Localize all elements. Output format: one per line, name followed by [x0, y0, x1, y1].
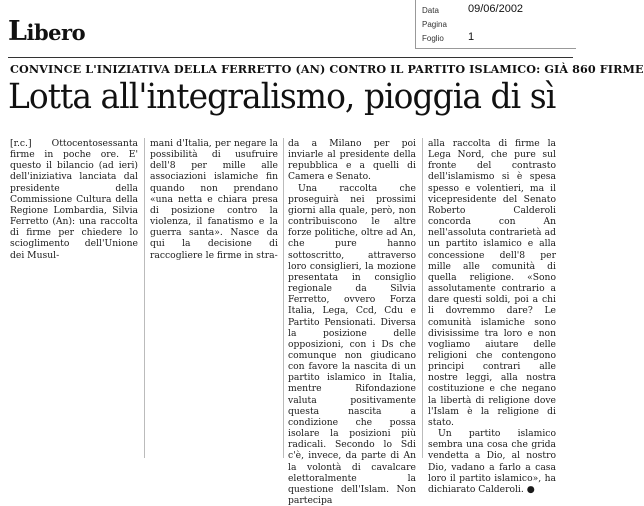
column-1-text: [r.c.] Ottocentosessanta firme in poche ore. E' questo il bilancio (ad ieri) dell'iniziativa lanciata dal presidente della Commissione Cultura della Regione Lombardia, Silvia Ferretto (An): una raccolta di firme per chiedere lo scioglimento dell'Unione dei Musul- [10, 138, 138, 261]
column-3-text-b: Una raccolta che proseguirà nei prossimi giorni alla quale, però, non contribuiscono le altre forze politiche, oltre ad An, che pure hanno sottoscritto, attraverso loro consiglieri, la mozione presentata in consiglio regionale da Silvia Ferretto, ovvero Forza Italia, Lega, Ccd, Cdu e Partito Pensionati. Diversa la posizione delle opposizioni, con i Ds che comunque non giudicano con favore la nascita di un partito islamico in Italia, mentre Rifondazione valuta positivamente questa nascita a condizione che possa isolare la posizioni più radicali. Secondo lo Sdi c'è, invece, da parte di An la volontà di cavalcare elettoralmente la questione dell'Islam. Non partecipa [288, 182, 416, 506]
date-label: Data [422, 6, 439, 15]
article-column-3 [288, 138, 416, 506]
sheet-label: Foglio [422, 34, 444, 43]
article-kicker: CONVINCE L'INIZIATIVA DELLA FERRETTO (AN) CONTRO IL PARTITO ISLAMICO: GIÀ 860 FIRME [10, 62, 644, 76]
clipping-meta-box [415, 0, 576, 49]
newspaper-logo: Libero [8, 16, 86, 47]
date-value: 09/06/2002 [468, 3, 524, 15]
page-label: Pagina [422, 20, 447, 29]
column-2-text: mani d'Italia, per negare la possibilità di usufruire dell'8 per mille alle associazioni islamiche fin quando non prendano «una netta e chiara presa di posizione contro la violenza, il fanatismo e la guerra santa». Nasce da qui la decisione di raccogliere le firme in stra- [150, 138, 278, 261]
column-3-text-a: da a Milano per poi inviarle al presidente della repubblica e a quelli di Camera e Senato. [288, 138, 416, 183]
column-divider [283, 138, 284, 458]
article-column-2 [150, 138, 278, 261]
column-divider [144, 138, 145, 458]
article-column-1 [10, 138, 138, 261]
sheet-value: 1 [468, 31, 475, 43]
top-rule [8, 57, 573, 58]
column-4-text-b: Un partito islamico sembra una cosa che grida vendetta a Dio, al nostro Dio, vadano a farlo a casa loro il partito islamico», ha dichiarato Calderoli. ● [428, 428, 556, 495]
column-4-text-a: alla raccolta di firme la Lega Nord, che pure sul fronte del contrasto dell'islamismo si è spesa spesso e volentieri, ma il vicepresidente del Senato Roberto Calderoli concorda con An nell'assoluta contrarietà ad un partito islamico e alla concessione dell'8 per mille alle comunità di quella religione. «Sono assolutamente contrario a dare questi soldi, poi a chi li dovremmo dare? Le comunità islamiche sono divisissime tra loro e non vogliamo aiutare delle religioni che contengono principi contrari alle nostre leggi, alla nostra costituzione e che negano la libertà di religione dove l'Islam è la religione di stato. [428, 138, 556, 428]
article-headline: Lotta all'integralismo, pioggia di sì [8, 77, 556, 117]
column-divider [422, 138, 423, 458]
article-column-4 [428, 138, 556, 495]
